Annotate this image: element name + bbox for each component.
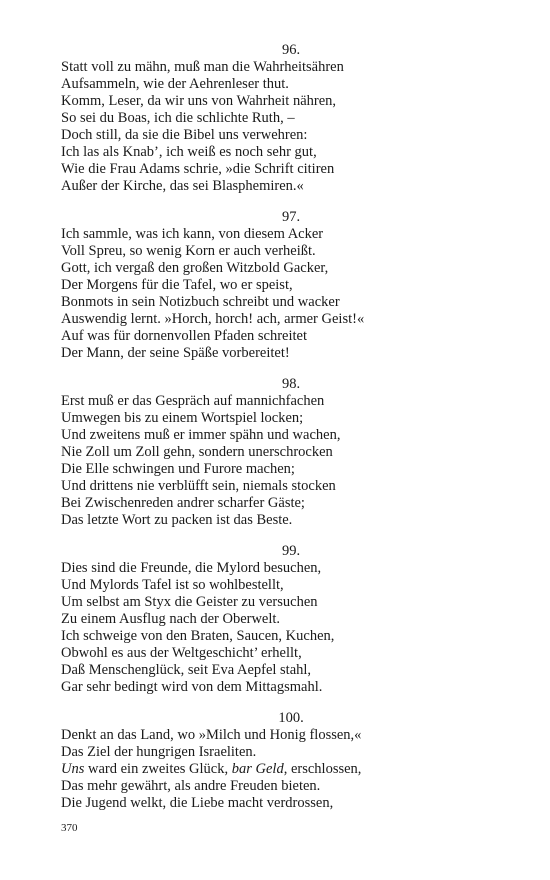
verse-line: Wie die Frau Adams schrie, »die Schrift citiren <box>61 161 335 177</box>
verse-line: Bonmots in sein Notizbuch schreibt und wacker <box>61 294 340 310</box>
verse-line: Gar sehr bedingt wird von dem Mittagsmahl. <box>61 679 323 695</box>
verse-line: Auswendig lernt. »Horch, horch! ach, armer Geist!« <box>61 311 365 327</box>
verse-line: Doch still, da sie die Bibel uns verwehren: <box>61 127 308 143</box>
verse-line: Ich schweige von den Braten, Saucen, Kuchen, <box>61 628 335 644</box>
verse-line: Und zweitens muß er immer spähn und wachen, <box>61 427 341 443</box>
verse-line: Erst muß er das Gespräch auf mannichfachen <box>61 393 325 409</box>
stanza-number: 99. <box>281 543 301 559</box>
verse-line: Um selbst am Styx die Geister zu versuchen <box>61 594 318 610</box>
emphasis-bar-geld: bar Geld <box>231 761 284 777</box>
verse-line: Komm, Leser, da wir uns von Wahrheit nähren, <box>61 93 337 109</box>
emphasis-uns: Uns <box>61 761 85 777</box>
verse-line: Der Mann, der seine Späße vorbereitet! <box>61 345 290 361</box>
verse-text: , erschlossen, <box>283 761 362 777</box>
verse-line: Das letzte Wort zu packen ist das Beste. <box>61 512 293 528</box>
verse-line: Und drittens nie verblüfft sein, niemals stocken <box>61 478 336 494</box>
stanza-number: 98. <box>281 376 301 392</box>
poem-page <box>61 42 501 826</box>
stanza-97 <box>61 209 501 362</box>
stanza-99 <box>61 543 501 696</box>
verse-line-with-emphasis <box>61 761 501 778</box>
verse-line: Umwegen bis zu einem Wortspiel locken; <box>61 410 304 426</box>
stanza-number: 96. <box>281 42 301 58</box>
stanza-number: 100. <box>278 710 304 726</box>
verse-line: Und Mylords Tafel ist so wohlbestellt, <box>61 577 284 593</box>
stanza-100 <box>61 710 501 812</box>
verse-line: Außer der Kirche, das sei Blasphemiren.« <box>61 178 304 194</box>
verse-line: Ich sammle, was ich kann, von diesem Acker <box>61 226 324 242</box>
verse-line: Ich las als Knab’, ich weiß es noch sehr gut, <box>61 144 317 160</box>
verse-line: Auf was für dornenvollen Pfaden schreitet <box>61 328 308 344</box>
stanza-98 <box>61 376 501 529</box>
verse-line: Aufsammeln, wie der Aehrenleser thut. <box>61 76 289 92</box>
verse-text: ward ein zweites Glück, <box>84 761 232 777</box>
verse-line: Denkt an das Land, wo »Milch und Honig flossen,« <box>61 727 362 743</box>
stanza-96 <box>61 42 501 195</box>
verse-line: Bei Zwischenreden andrer scharfer Gäste; <box>61 495 305 511</box>
verse-line: Das Ziel der hungrigen Israeliten. <box>61 744 257 760</box>
verse-line: Gott, ich vergaß den großen Witzbold Gacker, <box>61 260 329 276</box>
verse-line: Dies sind die Freunde, die Mylord besuchen, <box>61 560 322 576</box>
verse-line: Die Jugend welkt, die Liebe macht verdrossen, <box>61 795 334 811</box>
verse-line: Statt voll zu mähn, muß man die Wahrheitsähren <box>61 59 344 75</box>
verse-line: Nie Zoll um Zoll gehn, sondern unerschrocken <box>61 444 333 460</box>
verse-line: Die Elle schwingen und Furore machen; <box>61 461 295 477</box>
verse-line: So sei du Boas, ich die schlichte Ruth, – <box>61 110 295 126</box>
verse-line: Zu einem Ausflug nach der Oberwelt. <box>61 611 281 627</box>
page-number: 370 <box>61 822 78 834</box>
verse-line: Voll Spreu, so wenig Korn er auch verheißt. <box>61 243 316 259</box>
verse-line: Der Morgens für die Tafel, wo er speist, <box>61 277 293 293</box>
stanza-number: 97. <box>281 209 301 225</box>
verse-line: Das mehr gewährt, als andre Freuden bieten. <box>61 778 321 794</box>
verse-line: Daß Menschenglück, seit Eva Aepfel stahl, <box>61 662 312 678</box>
verse-line: Obwohl es aus der Weltgeschicht’ erhellt, <box>61 645 302 661</box>
